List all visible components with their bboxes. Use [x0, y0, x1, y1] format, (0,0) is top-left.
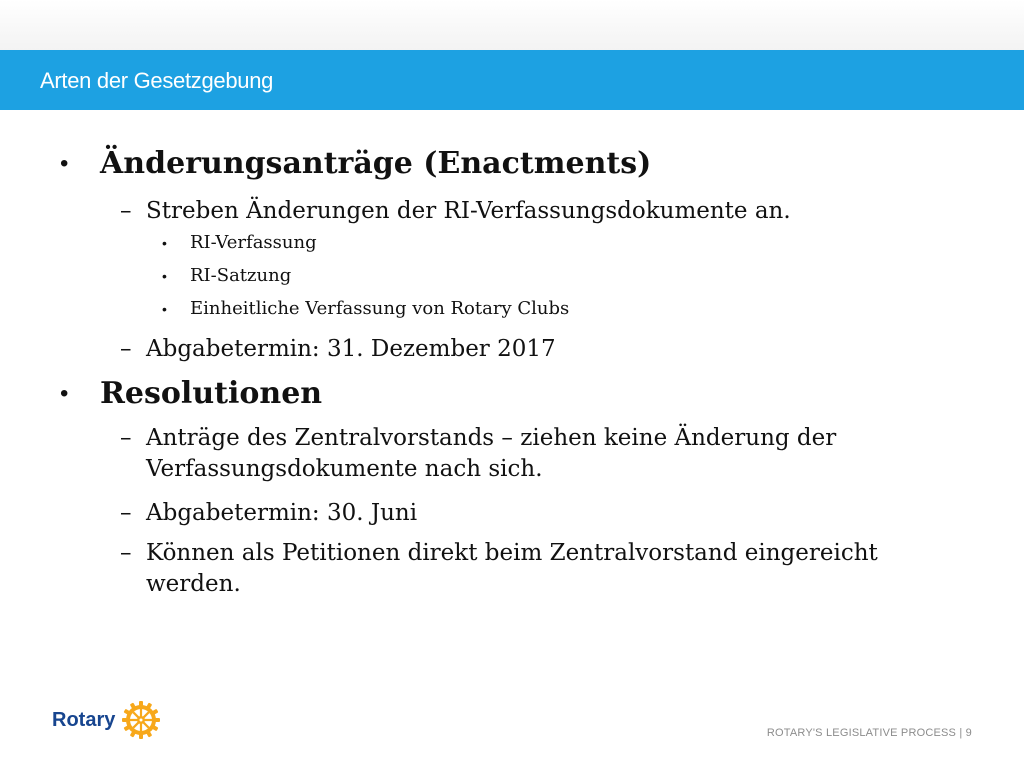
- logo-wordmark: Rotary: [52, 708, 116, 731]
- list-item-text: RI-Verfassung: [190, 232, 317, 253]
- small-bullet-marker: •: [162, 268, 167, 284]
- list-item-text: Einheitliche Verfassung von Rotary Clubs: [190, 298, 570, 319]
- sub-bullet-enactments-purpose: [120, 196, 940, 227]
- small-bullet-marker: •: [162, 235, 167, 251]
- dash-marker: –: [120, 425, 132, 451]
- list-item: [162, 297, 862, 321]
- rotary-wheel-icon: [121, 700, 161, 740]
- small-bullet-marker: •: [162, 301, 167, 317]
- sub-bullet-text: Streben Änderungen der RI-Verfassungsdokumente an.: [146, 198, 791, 224]
- sub-bullet-resolutions-deadline: [120, 498, 940, 529]
- bullet-resolutions: [60, 376, 960, 412]
- dash-marker: –: [120, 540, 132, 566]
- bullet-enactments: [60, 146, 960, 182]
- bullet-text: Änderungsanträge (Enactments): [100, 146, 652, 181]
- sub-bullet-resolutions-petitions: [120, 538, 940, 600]
- bullet-marker: •: [60, 380, 69, 407]
- footer-page-label: ROTARY'S LEGISLATIVE PROCESS | 9: [766, 727, 972, 739]
- dash-marker: –: [120, 198, 132, 224]
- sub-bullet-enactments-deadline: [120, 334, 940, 365]
- dash-marker: –: [120, 336, 132, 362]
- bullet-text: Resolutionen: [100, 376, 323, 411]
- sub-bullet-text: Können als Petitionen direkt beim Zentralvorstand eingereicht werden.: [146, 540, 878, 597]
- bullet-marker: •: [60, 150, 69, 177]
- sub-bullet-text: Anträge des Zentralvorstands – ziehen keine Änderung der Verfassungsdokumente nach sich.: [146, 425, 837, 482]
- slide-title: Arten der Gesetzgebung: [40, 68, 274, 93]
- dash-marker: –: [120, 500, 132, 526]
- sub-bullet-resolutions-description: [120, 423, 940, 485]
- list-item: [162, 231, 862, 255]
- list-item-text: RI-Satzung: [190, 265, 292, 286]
- sub-bullet-text: Abgabetermin: 31. Dezember 2017: [146, 336, 556, 362]
- rotary-logo: [52, 700, 161, 740]
- list-item: [162, 264, 862, 288]
- sub-bullet-text: Abgabetermin: 30. Juni: [146, 500, 418, 526]
